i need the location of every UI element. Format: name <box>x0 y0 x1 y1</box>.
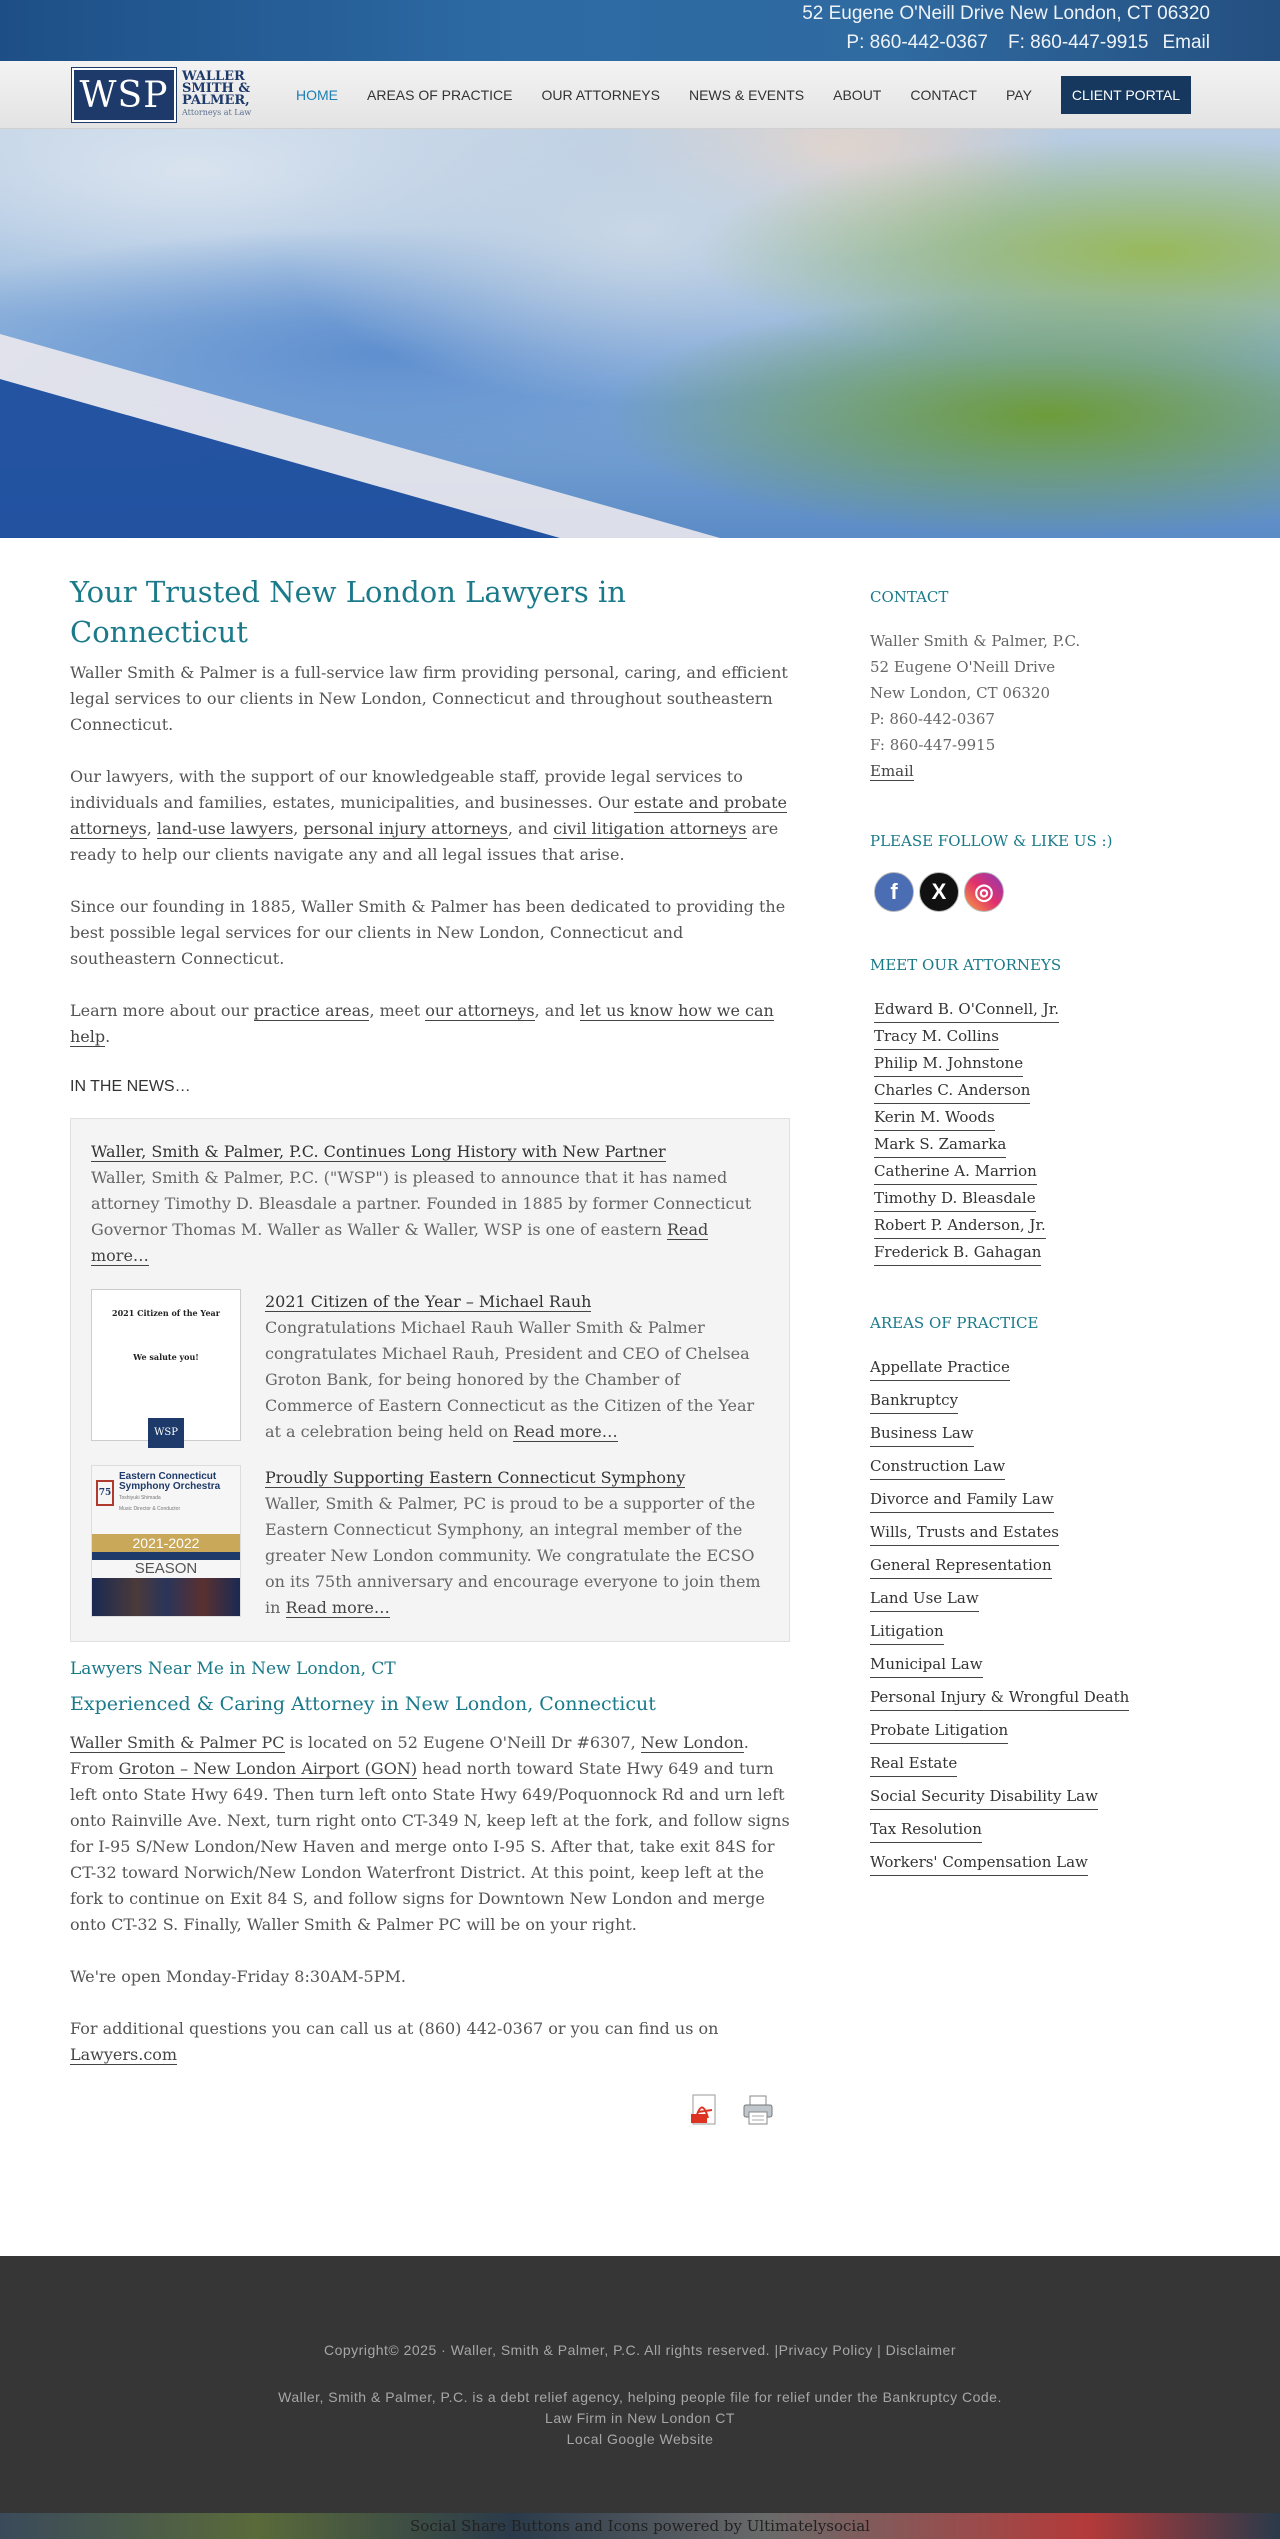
news-excerpt: Congratulations Michael Rauh Waller Smith & Palmer congratulates Michael Rauh, President and CEO of Chelsea Groton Bank, for being honored by the Chamber of Commerce of Eastern Connecticut as the Citizen of the Year at a celebration being held on <box>265 1318 755 1441</box>
thumb-cert-title: 2021 Citizen of the Year <box>112 1308 220 1318</box>
logo-mark: WSP <box>72 68 176 122</box>
print-icon[interactable] <box>742 2094 774 2130</box>
top-contact-bar <box>0 0 1280 61</box>
social-share-credit[interactable]: Social Share Buttons and Icons powered by Ultimatelysocial <box>410 2517 870 2535</box>
hero-banner <box>0 129 1280 538</box>
learn-more-paragraph: Learn more about our practice areas, meet our attorneys, and let us know how we can help. <box>70 1001 774 1046</box>
footer-law-firm-link[interactable]: Law Firm in New London CT <box>545 2410 735 2426</box>
news-item <box>91 1465 769 1621</box>
news-item <box>91 1289 769 1445</box>
news-item-body <box>91 1139 769 1269</box>
nav-pay[interactable]: PAY <box>1005 87 1032 103</box>
directions-paragraph: Waller Smith & Palmer PC is located on 52 Eugene O'Neill Dr #6307, New London. From Groton – New London Airport (GON) head north toward State Hwy 649 and turn left onto State Hwy 649. Then turn left onto State Hwy 649/Poquonnock Rd and urn left onto Rainville Ave. Next, turn right onto CT-349 N, keep left at the fork, and follow signs for I-95 S/New London/New Haven and merge onto I-95 S. After that, take exit 84S for CT-32 toward Norwich/New London Waterfront District. At this point, keep left at the fork to continue on Exit 84 S, and follow signs for Downtown New London and merge onto CT-32 S. Finally, Waller Smith & Palmer PC will be on your right. <box>70 1733 790 1934</box>
thumb-sym-header <box>92 1466 240 1514</box>
footer-privacy-link[interactable]: Privacy Policy <box>778 2342 873 2358</box>
instagram-icon[interactable]: ◎ <box>964 872 1004 912</box>
thumb-sym-bar <box>92 1552 240 1560</box>
news-item-body <box>265 1289 769 1445</box>
news-thumbnail-certificate[interactable] <box>91 1289 241 1441</box>
topbar-fax: F: 860-447-9915 <box>1007 32 1149 53</box>
practice-area-link[interactable]: General Representation <box>870 1552 1052 1579</box>
experienced-attorney-heading: Experienced & Caring Attorney in New London, Connecticut <box>70 1693 656 1715</box>
news-excerpt: Waller, Smith & Palmer, PC is proud to be a supporter of the Eastern Connecticut Symphony, an integral member of the greater New London community. We congratulate the ECSO on its 75th anniversary and encourage everyone to join them in <box>265 1494 761 1617</box>
main-navbar <box>0 61 1280 129</box>
practice-areas-link[interactable]: practice areas <box>253 1001 370 1020</box>
footer-google-link[interactable]: Local Google Website <box>566 2431 714 2447</box>
airport-link[interactable]: Groton – New London Airport (GON) <box>118 1759 418 1778</box>
attorney-link[interactable]: Catherine A. Marrion <box>874 1158 1037 1185</box>
footer-disclaimer-link[interactable]: Disclaimer <box>885 2342 957 2358</box>
practice-area-link[interactable]: Probate Litigation <box>870 1717 1008 1744</box>
topbar-address: 52 Eugene O'Neill Drive New London, CT 06320 <box>802 3 1210 24</box>
nav-contact[interactable]: CONTACT <box>910 87 977 103</box>
news-title-link[interactable]: Proudly Supporting Eastern Connecticut Symphony <box>265 1468 686 1487</box>
personal-injury-link[interactable]: personal injury attorneys <box>303 819 508 838</box>
news-item-body <box>265 1465 769 1621</box>
sidebar-contact-block <box>870 628 1210 784</box>
topbar-contact-line <box>826 32 1210 54</box>
attorney-list <box>874 996 1210 1266</box>
news-box <box>70 1118 790 1642</box>
firm-link[interactable]: Waller Smith & Palmer PC <box>70 1733 285 1752</box>
page-tools <box>690 2094 796 2130</box>
logo-line3: PALMER, <box>182 93 250 108</box>
sidebar-firm-name: Waller Smith & Palmer, P.C. <box>870 632 1081 650</box>
hours-paragraph: We're open Monday-Friday 8:30AM-5PM. <box>70 1967 406 1986</box>
site-logo[interactable] <box>72 68 264 122</box>
thumb-sym-season: SEASON <box>134 1560 198 1577</box>
sidebar <box>870 584 1210 1882</box>
practice-area-list <box>870 1354 1210 1882</box>
read-more-link[interactable]: Read more… <box>285 1598 390 1617</box>
practice-area-link[interactable]: Municipal Law <box>870 1651 983 1678</box>
civil-litigation-link[interactable]: civil litigation attorneys <box>553 819 747 838</box>
land-use-link[interactable]: land-use lawyers <box>156 819 294 838</box>
attorney-link[interactable]: Charles C. Anderson <box>874 1077 1030 1104</box>
news-excerpt: Waller, Smith & Palmer, P.C. ("WSP") is pleased to announce that it has named attorney Timothy D. Bleasdale a partner. Founded in 1885 by former Connecticut Governor Thomas M. Waller as Waller & Waller, WSP is one of eastern <box>91 1168 752 1239</box>
nav-areas-of-practice[interactable]: AREAS OF PRACTICE <box>367 87 513 103</box>
practice-area-link[interactable]: Tax Resolution <box>870 1816 982 1843</box>
practice-area-link[interactable]: Workers' Compensation Law <box>870 1849 1088 1876</box>
nav-news-events[interactable]: NEWS & EVENTS <box>688 87 805 103</box>
news-item <box>91 1139 769 1269</box>
thumb-cert-logo: WSP <box>148 1418 184 1448</box>
attorney-link[interactable]: Edward B. O'Connell, Jr. <box>874 996 1059 1023</box>
sidebar-attorneys-heading: MEET OUR ATTORNEYS <box>870 956 1062 974</box>
logo-line2: SMITH & <box>182 81 251 96</box>
practice-area-link[interactable]: Bankruptcy <box>870 1387 958 1414</box>
thumb-cert-salute: We salute you! <box>133 1352 199 1362</box>
read-more-link[interactable]: Read more… <box>91 1220 709 1265</box>
services-paragraph: Our lawyers, with the support of our knowledgeable staff, provide legal services to individuals and families, estates, municipalities, and businesses. Our estate and probate attorneys, land-use lawyers, personal injury attorneys, and civil litigation attorneys are ready to help our clients navigate any and all legal issues that arise. <box>70 767 788 864</box>
attorney-link[interactable]: Timothy D. Bleasdale <box>874 1185 1036 1212</box>
history-paragraph: Since our founding in 1885, Waller Smith & Palmer has been dedicated to providing the best possible legal services for our clients in New London, Connecticut and southeastern Connecticut. <box>70 897 786 968</box>
thumb-sym-name: Eastern Connecticut Symphony Orchestra Toshiyuki Shimada Music Director & Conductor <box>119 1471 221 1512</box>
practice-area-link[interactable]: Land Use Law <box>870 1585 979 1612</box>
attorney-link[interactable]: Philip M. Johnstone <box>874 1050 1023 1077</box>
sidebar-phone: P: 860-442-0367 <box>870 710 995 728</box>
lawyers-com-link[interactable]: Lawyers.com <box>70 2045 178 2064</box>
facebook-icon[interactable]: f <box>874 872 914 912</box>
estate-probate-link[interactable]: estate and probate attorneys <box>70 793 788 838</box>
practice-area-link[interactable]: Real Estate <box>870 1750 957 1777</box>
practice-area-link[interactable]: Wills, Trusts and Estates <box>870 1519 1059 1546</box>
contact-us-link[interactable]: let us know how we can help <box>70 1001 774 1046</box>
sidebar-street: 52 Eugene O'Neill Drive <box>870 658 1056 676</box>
footer-debt-relief-text: Waller, Smith & Palmer, P.C. is a debt relief agency, helping people file for relief under the Bankruptcy Code. <box>278 2389 1002 2405</box>
sidebar-email-link[interactable]: Email <box>870 762 914 780</box>
logo-wordmark <box>176 68 251 122</box>
social-icons <box>874 872 1210 912</box>
sidebar-city: New London, CT 06320 <box>870 684 1051 702</box>
sidebar-follow-heading: PLEASE FOLLOW & LIKE US :) <box>870 832 1113 850</box>
attorney-link[interactable]: Frederick B. Gahagan <box>874 1239 1041 1266</box>
lawyers-near-me-heading: Lawyers Near Me in New London, CT <box>70 1659 396 1679</box>
nav-about[interactable]: ABOUT <box>833 87 882 103</box>
attorney-link[interactable]: Kerin M. Woods <box>874 1104 995 1131</box>
pdf-icon[interactable] <box>690 2094 720 2130</box>
news-thumbnail-symphony[interactable] <box>91 1465 241 1617</box>
practice-area-link[interactable]: Appellate Practice <box>870 1354 1010 1381</box>
thumb-sym-year: 2021-2022 <box>92 1534 240 1552</box>
new-london-link[interactable]: New London <box>640 1733 744 1752</box>
additional-questions-paragraph: For additional questions you can call us at (860) 442-0367 or you can find us on Lawyers.com <box>70 2019 719 2064</box>
read-more-link[interactable]: Read more… <box>513 1422 618 1441</box>
in-the-news-heading: IN THE NEWS… <box>70 1078 191 1095</box>
sidebar-fax: F: 860-447-9915 <box>870 736 996 754</box>
main-content <box>70 572 790 2094</box>
footer-copyright-line: Copyright© 2025 · Waller, Smith & Palmer, P.C. All rights reserved. |Privacy Policy | Disclaimer <box>323 2342 957 2358</box>
thumb-sym-75-badge: 75 <box>96 1480 114 1506</box>
attorney-link[interactable]: Mark S. Zamarka <box>874 1131 1006 1158</box>
hero-diagonal-shape <box>0 129 1280 538</box>
sidebar-areas-heading: AREAS OF PRACTICE <box>870 1314 1039 1332</box>
attorney-link[interactable]: Tracy M. Collins <box>874 1023 999 1050</box>
page-title: Your Trusted New London Lawyers in Connecticut <box>70 575 626 649</box>
site-footer <box>0 2256 1280 2513</box>
sidebar-contact-heading: CONTACT <box>870 588 949 606</box>
nav-home[interactable]: HOME <box>296 87 338 103</box>
social-share-strip <box>0 2513 1280 2539</box>
our-attorneys-link[interactable]: our attorneys <box>425 1001 535 1020</box>
practice-area-link[interactable]: Construction Law <box>870 1453 1005 1480</box>
nav-menu <box>296 61 1191 129</box>
news-title-link[interactable]: 2021 Citizen of the Year – Michael Rauh <box>265 1292 592 1311</box>
practice-area-link[interactable]: Divorce and Family Law <box>870 1486 1054 1513</box>
topbar-email-link[interactable]: Email <box>1162 32 1210 53</box>
practice-area-link[interactable]: Business Law <box>870 1420 974 1447</box>
nav-our-attorneys[interactable]: OUR ATTORNEYS <box>541 87 660 103</box>
client-portal-button[interactable]: CLIENT PORTAL <box>1061 76 1191 114</box>
attorney-link[interactable]: Robert P. Anderson, Jr. <box>874 1212 1046 1239</box>
practice-area-link[interactable]: Personal Injury & Wrongful Death <box>870 1684 1129 1711</box>
x-twitter-icon[interactable]: X <box>919 872 959 912</box>
practice-area-link[interactable]: Social Security Disability Law <box>870 1783 1098 1810</box>
topbar-phone: P: 860-442-0367 <box>846 32 988 53</box>
footer-copyright: Copyright© 2025 · Waller, Smith & Palmer, P.C. All rights reserved. | <box>323 2342 779 2358</box>
logo-line1: WALLER <box>182 69 245 84</box>
practice-area-link[interactable]: Litigation <box>870 1618 944 1645</box>
logo-tagline: Attorneys at Law <box>182 108 252 117</box>
main-section <box>0 538 1280 2256</box>
news-title-link[interactable]: Waller, Smith & Palmer, P.C. Continues Long History with New Partner <box>91 1142 666 1161</box>
intro-paragraph: Waller Smith & Palmer is a full-service law firm providing personal, caring, and efficient legal services to our clients in New London, Connecticut and throughout southeastern Connecticut. <box>70 663 788 734</box>
thumb-sym-photo <box>92 1578 240 1617</box>
footer-notice <box>0 2387 1280 2450</box>
